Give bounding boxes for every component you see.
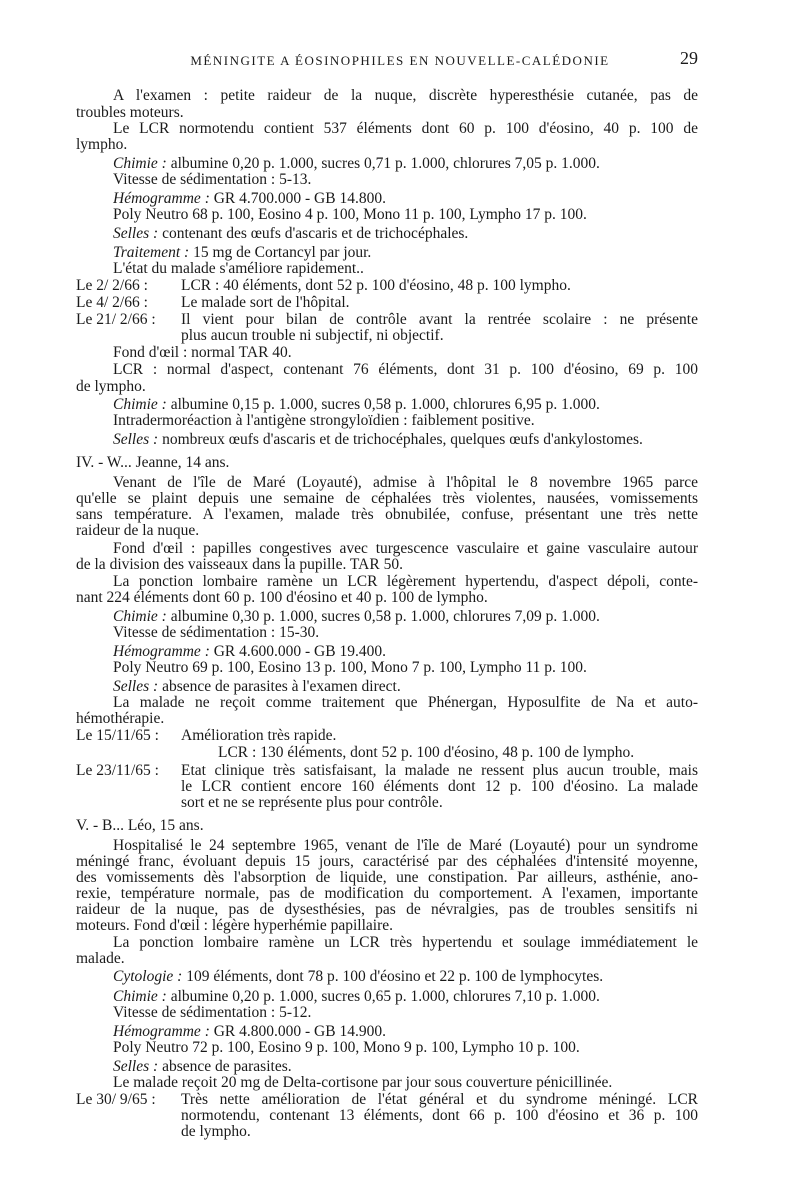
field-label: Selles : — [113, 225, 159, 242]
field-label: Chimie : — [113, 155, 167, 172]
text-line: Il vient pour bilan de contrôle avant la rentrée scolaire : ne présente — [181, 311, 698, 328]
field-value: 15 mg de Cortancyl par jour. — [193, 244, 372, 261]
date-label: Le 30/ 9/65 : — [76, 1091, 156, 1108]
text-line: Vitesse de sédimentation : 5-13. — [113, 171, 312, 188]
text-line: LCR : 130 éléments, dont 52 p. 100 d'éosino, 48 p. 100 de lympho. — [218, 744, 635, 761]
text-line: de lympho. — [181, 1123, 251, 1140]
field-label: Selles : — [113, 1058, 159, 1075]
text-line: de la division des vaisseaux dans la pupille. TAR 50. — [76, 556, 403, 573]
text-line: Très nette amélioration de l'état général et du syndrome méningé. LCR — [181, 1091, 698, 1108]
field-label: Chimie : — [113, 396, 167, 413]
text-line: Poly Neutro 69 p. 100, Eosino 13 p. 100, Mono 7 p. 100, Lympho 11 p. 100. — [113, 659, 587, 676]
field-value: nombreux œufs d'ascaris et de trichocéphales, quelques œufs d'ankylostomes. — [162, 431, 643, 448]
text-line: L'état du malade s'améliore rapidement.. — [113, 260, 364, 277]
text-line: nant 224 éléments dont 60 p. 100 d'éosino et 40 p. 100 de lympho. — [76, 589, 488, 606]
text-line: plus aucun trouble ni subjectif, ni objectif. — [181, 327, 444, 344]
text-line: La malade ne reçoit comme traitement que Phénergan, Hyposulfite de Na et auto- — [113, 694, 698, 711]
field-label: Cytologie : — [113, 968, 183, 985]
field-value: albumine 0,20 p. 1.000, sucres 0,71 p. 1.000, chlorures 7,05 p. 1.000. — [170, 155, 600, 172]
date-label: Le 2/ 2/66 : — [76, 277, 148, 294]
text-line: raideur de la nuque. — [76, 522, 200, 539]
text-line: le LCR contient encore 160 éléments dont 12 p. 100 d'éosino. La malade — [181, 778, 698, 795]
text-line: Amélioration très rapide. — [181, 727, 337, 744]
text-line: des vomissements dès l'absorption de liquide, une constipation. Par ailleurs, asthénie, ano- — [76, 869, 698, 886]
text-line: sort et ne se représente plus pour contrôle. — [181, 794, 443, 811]
text-line — [113, 968, 698, 986]
text-line: Le malade reçoit 20 mg de Delta-cortisone par jour sous couverture pénicillinée. — [113, 1074, 613, 1091]
field-value: albumine 0,15 p. 1.000, sucres 0,58 p. 1.000, chlorures 6,95 p. 1.000. — [170, 396, 600, 413]
text-line: sans température. A l'examen, malade très obnubilée, confuse, présentant une très nette — [76, 506, 698, 523]
field-value: 109 éléments, dont 78 p. 100 d'éosino et 22 p. 100 de lymphocytes. — [186, 968, 604, 985]
text-line: malade. — [76, 950, 125, 967]
text-line: hémothérapie. — [76, 710, 165, 727]
field-label: Hémogramme : — [113, 190, 210, 207]
text-line: Venant de l'île de Maré (Loyauté), admise à l'hôpital le 8 novembre 1965 parce — [113, 474, 698, 491]
text-line: normotendu, contenant 13 éléments, dont 66 p. 100 d'éosino et 36 p. 100 — [181, 1107, 698, 1124]
field-value: absence de parasites. — [162, 1058, 292, 1075]
text-line: La ponction lombaire ramène un LCR très hypertendu et soulage immédiatement le — [113, 934, 698, 951]
field-label: Chimie : — [113, 608, 167, 625]
field-value: GR 4.600.000 - GB 19.400. — [213, 643, 386, 660]
case-heading: V. - B... Léo, 15 ans. — [76, 817, 204, 834]
text-line: lympho. — [76, 136, 128, 153]
text-line: Poly Neutro 68 p. 100, Eosino 4 p. 100, Mono 11 p. 100, Lympho 17 p. 100. — [113, 206, 587, 223]
field-value: albumine 0,20 p. 1.000, sucres 0,65 p. 1.000, chlorures 7,10 p. 1.000. — [170, 988, 600, 1005]
date-label: Le 15/11/65 : — [76, 727, 159, 744]
text-line: troubles moteurs. — [76, 104, 184, 121]
text-line: A l'examen : petite raideur de la nuque, discrète hyperesthésie cutanée, pas de — [113, 87, 698, 104]
field-label: Hémogramme : — [113, 1023, 210, 1040]
text-line: La ponction lombaire ramène un LCR légèrement hypertendu, d'aspect dépoli, conte- — [113, 573, 698, 590]
field-label: Hémogramme : — [113, 643, 210, 660]
field-value: absence de parasites à l'examen direct. — [162, 678, 401, 695]
text-line: rexie, température normale, pas de modification du comportement. A l'examen, importante — [76, 885, 698, 902]
text-line: Le LCR normotendu contient 537 éléments dont 60 p. 100 d'éosino, 40 p. 100 de — [113, 120, 698, 137]
field-label: Selles : — [113, 678, 159, 695]
text-line: Vitesse de sédimentation : 15-30. — [113, 624, 320, 641]
text-line: Le malade sort de l'hôpital. — [181, 294, 350, 311]
text-line: moteurs. Fond d'œil : légère hyperhémie papillaire. — [76, 917, 394, 934]
text-line: Vitesse de sédimentation : 5-12. — [113, 1004, 312, 1021]
text-line: Etat clinique très satisfaisant, la malade ne ressent plus aucun trouble, mais — [181, 762, 698, 779]
field-label: Chimie : — [113, 988, 167, 1005]
text-line: Hospitalisé le 24 septembre 1965, venant de l'île de Maré (Loyauté) pour un syndrome — [113, 837, 698, 854]
field-value: albumine 0,30 p. 1.000, sucres 0,58 p. 1.000, chlorures 7,09 p. 1.000. — [170, 608, 600, 625]
date-label: Le 4/ 2/66 : — [76, 294, 148, 311]
field-label: Traitement : — [113, 244, 190, 261]
text-line: de lympho. — [76, 378, 146, 395]
running-header: MÉNINGITE A ÉOSINOPHILES EN NOUVELLE-CALÉDONIE — [190, 53, 610, 68]
field-value: GR 4.800.000 - GB 14.900. — [213, 1023, 386, 1040]
text-line: raideur de la nuque, pas de dysesthésies, pas de névralgies, pas de troubles sensitifs ni — [76, 901, 698, 918]
text-line — [113, 431, 698, 449]
page-number: 29 — [680, 48, 698, 68]
text-line: Fond d'œil : normal TAR 40. — [113, 344, 292, 361]
text-line: qu'elle se plaint depuis une semaine de céphalées très violentes, nausées, vomissements — [76, 490, 698, 507]
text-line: Fond d'œil : papilles congestives avec turgescence vasculaire et gaine vasculaire autour — [113, 540, 698, 557]
date-label: Le 23/11/65 : — [76, 762, 159, 779]
text-line: LCR : 40 éléments, dont 52 p. 100 d'éosino, 48 p. 100 lympho. — [181, 277, 571, 294]
field-value: GR 4.700.000 - GB 14.800. — [213, 190, 386, 207]
text-line: LCR : normal d'aspect, contenant 76 éléments, dont 31 p. 100 d'éosino, 69 p. 100 — [113, 361, 698, 378]
case-heading: IV. - W... Jeanne, 14 ans. — [76, 454, 230, 471]
text-line: Poly Neutro 72 p. 100, Eosino 9 p. 100, Mono 9 p. 100, Lympho 10 p. 100. — [113, 1039, 580, 1056]
field-label: Selles : — [113, 431, 159, 448]
text-line — [113, 225, 698, 243]
text-line: Intradermoréaction à l'antigène strongyloïdien : faiblement positive. — [113, 412, 535, 429]
text-line: méningé franc, évoluant depuis 15 jours, caractérisé par des céphalées d'intensité moyenne, — [76, 853, 698, 870]
date-label: Le 21/ 2/66 : — [76, 311, 156, 328]
field-value: contenant des œufs d'ascaris et de trichocéphales. — [162, 225, 469, 242]
